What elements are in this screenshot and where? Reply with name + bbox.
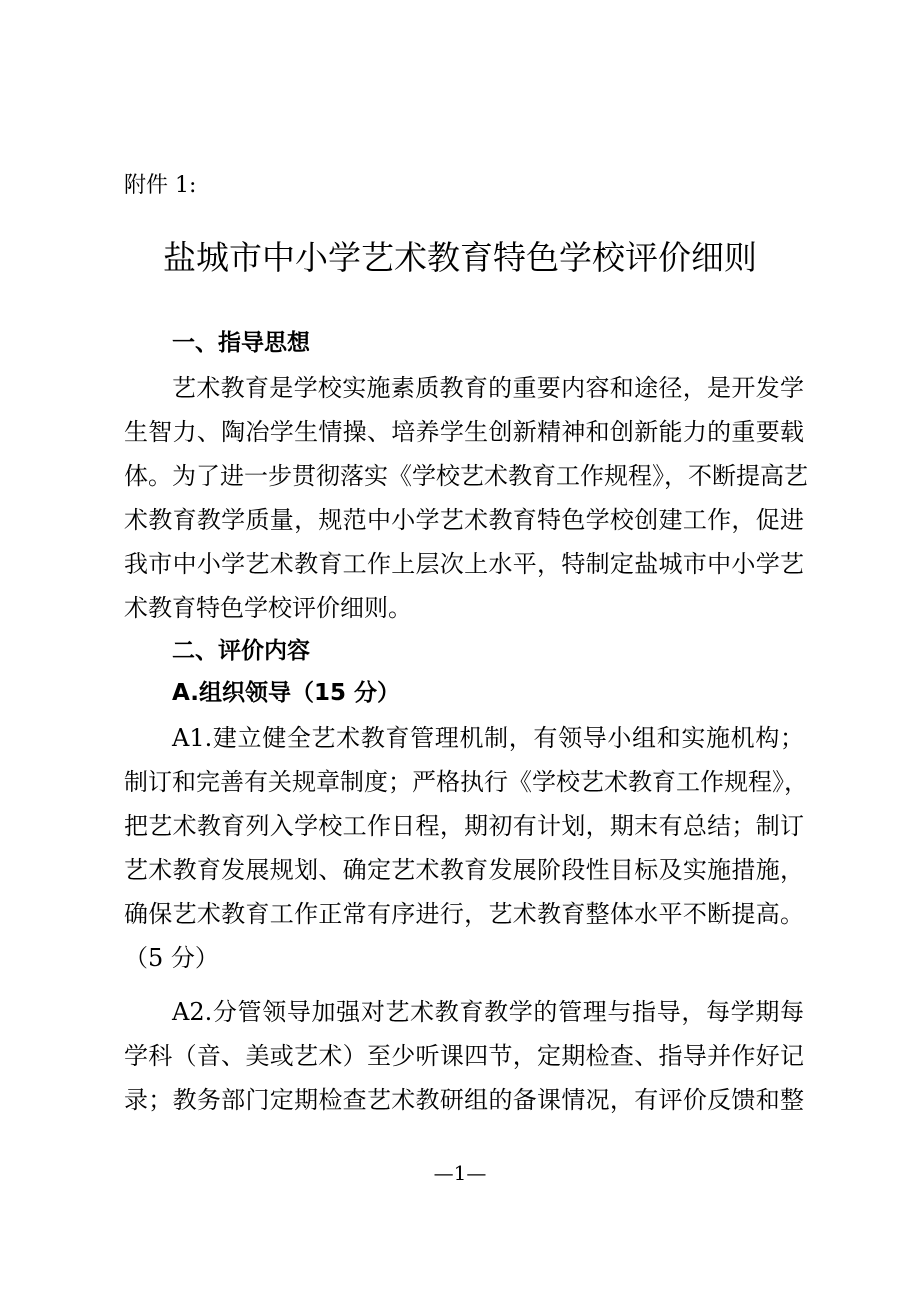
section-heading-content: 二、评价内容 [172,638,310,664]
paragraph-a2 [124,990,804,1122]
paragraph-line: A2.分管领导加强对艺术教育教学的管理与指导，每学期每 [172,998,804,1026]
paragraph-a1 [124,716,808,980]
paragraph-line: （5 分） [124,944,219,972]
sub-heading-organization: A.组织领导（15 分） [172,680,400,706]
paragraph-line: A1.建立健全艺术教育管理机制，有领导小组和实施机构； [172,724,804,752]
paragraph-line: 生智力、陶冶学生情操、培养学生创新精神和创新能力的重要载 [124,418,804,446]
paragraph-line: 术教育教学质量，规范中小学艺术教育特色学校创建工作，促进 [124,506,804,534]
paragraph-line: 制订和完善有关规章制度；严格执行《学校艺术教育工作规程》， [124,768,808,796]
paragraph-line: 把艺术教育列入学校工作日程，期初有计划，期末有总结；制订 [124,812,804,840]
paragraph-line: 艺术教育发展规划、确定艺术教育发展阶段性目标及实施措施， [124,856,804,884]
paragraph-line: 确保艺术教育工作正常有序进行，艺术教育整体水平不断提高。 [124,900,804,928]
attachment-label: 附件 1: [124,173,197,198]
section-heading-guiding: 一、指导思想 [172,330,310,356]
paragraph-line: 录；教务部门定期检查艺术教研组的备课情况，有评价反馈和整 [124,1086,804,1114]
paragraph-line: 艺术教育是学校实施素质教育的重要内容和途径，是开发学 [172,374,804,402]
page-number: —1— [433,1161,487,1185]
paragraph-line: 术教育特色学校评价细则。 [124,594,412,622]
paragraph-line: 体。为了进一步贯彻落实《学校艺术教育工作规程》，不断提高艺 [124,462,808,490]
paragraph-line: 我市中小学艺术教育工作上层次上水平，特制定盐城市中小学艺 [124,550,804,578]
document-title: 盐城市中小学艺术教育特色学校评价细则 [163,238,757,277]
paragraph-line: 学科（音、美或艺术）至少听课四节，定期检查、指导并作好记 [124,1042,804,1070]
paragraph-guiding [124,366,808,630]
